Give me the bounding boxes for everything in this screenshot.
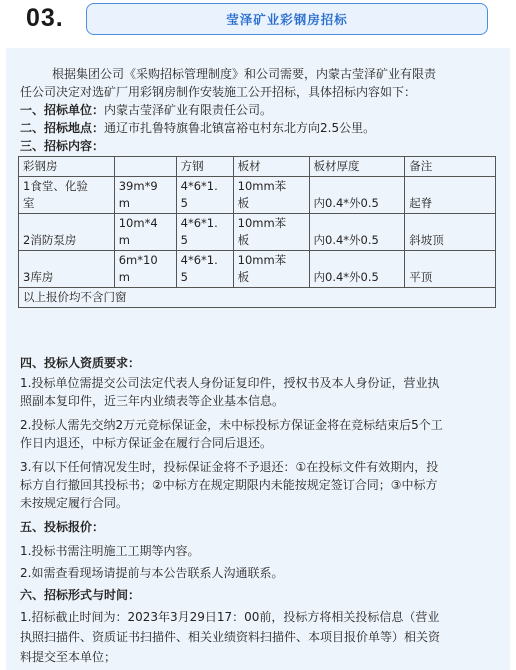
section-number: 03.	[26, 4, 64, 32]
section-header	[0, 0, 516, 40]
table-cell: 39m*9 m	[114, 177, 176, 214]
qualification-label: 四、投标人资质要求：	[20, 356, 141, 370]
table-cell: 10mm苯 板	[233, 214, 309, 251]
table-row	[19, 251, 496, 288]
section-title-pill	[86, 3, 488, 35]
table-cell: 起脊	[405, 177, 496, 214]
qualification-2b: 作日内退还，中标方保证金在履行合同后退还。	[20, 436, 273, 450]
spec-table	[18, 156, 496, 308]
content-panel	[6, 48, 510, 670]
intro-line-2: 任公司决定对选矿厂用彩钢房制作安装施工公开招标，具体招标内容如下：	[20, 85, 417, 99]
bid-unit-line	[20, 101, 272, 119]
bid-content-label: 三、招标内容：	[20, 139, 105, 153]
qualification-1a: 1.投标单位需提交公司法定代表人身份证复印件，授权书及本人身份证，营业执	[20, 376, 440, 390]
table-header-cell	[114, 157, 176, 177]
qualification-2a: 2.投标人需先交纳2万元竞标保证金，未中标投标方保证金将在竞标结束后5个工	[20, 418, 443, 432]
table-header-cell: 板材	[233, 157, 309, 177]
form-time-1c: 料提交至本单位；	[20, 650, 117, 664]
table-header-cell: 方钢	[176, 157, 233, 177]
table-header-cell: 板材厚度	[309, 157, 405, 177]
table-cell: 10m*4 m	[114, 214, 176, 251]
table-row	[19, 177, 496, 214]
table-cell: 内0.4*外0.5	[309, 251, 405, 288]
table-cell: 4*6*1. 5	[176, 214, 233, 251]
qualification-3a: 3.有以下任何情况发生时，投标保证金将不予退还：①在投标文件有效期内，投	[20, 460, 439, 474]
table-cell: 2消防泵房	[19, 214, 115, 251]
form-time-1b: 执照扫描件、资质证书扫描件、相关业绩资料扫描件、本项目报价单等）相关资	[20, 630, 441, 644]
form-time-1a: 1.招标截止时间为：2023年3月29日17：00前，投标方将相关投标信息（营业	[20, 610, 440, 624]
table-cell: 10mm苯 板	[233, 251, 309, 288]
bid-unit-label: 一、招标单位：	[20, 103, 105, 117]
table-cell: 内0.4*外0.5	[309, 214, 405, 251]
table-cell: 1食堂、化验 室	[19, 177, 115, 214]
qualification-3c: 未按规定履行合同。	[20, 496, 129, 510]
bid-location-line	[20, 119, 375, 137]
section-title: 莹泽矿业彩钢房招标	[226, 12, 348, 27]
table-header-cell: 备注	[405, 157, 496, 177]
table-cell: 内0.4*外0.5	[309, 177, 405, 214]
table-header-row	[19, 157, 496, 177]
qualification-1b: 照副本复印件，近三年内业绩表等企业基本信息。	[20, 394, 285, 408]
table-header-cell: 彩钢房	[19, 157, 115, 177]
table-cell: 3库房	[19, 251, 115, 288]
form-time-label: 六、招标形式与时间：	[20, 588, 141, 602]
qualification-3b: 标方自行撤回其投标书；②中标方在规定期限内未能按规定签订合同；③中标方	[20, 478, 438, 492]
quote-1: 1.投标书需注明施工工期等内容。	[20, 544, 200, 558]
bid-location-value: 通辽市扎鲁特旗鲁北镇富裕屯村东北方向2.5公里。	[104, 121, 376, 135]
intro-line-1: 根据集团公司《采购招标管理制度》和公司需要，内蒙古莹泽矿业有限责	[52, 67, 437, 81]
bid-location-label: 二、招标地点：	[20, 121, 105, 135]
table-cell: 平顶	[405, 251, 496, 288]
bid-unit-value: 内蒙古莹泽矿业有限责任公司。	[104, 103, 273, 117]
table-cell: 斜坡顶	[405, 214, 496, 251]
table-cell: 10mm苯 板	[233, 177, 309, 214]
quote-label: 五、投标报价：	[20, 520, 105, 534]
table-row	[19, 214, 496, 251]
table-cell: 6m*10 m	[114, 251, 176, 288]
table-footer-row	[19, 288, 496, 308]
table-footer-note: 以上报价均不含门窗	[19, 288, 496, 308]
quote-2: 2.如需查看现场请提前与本公告联系人沟通联系。	[20, 566, 284, 580]
table-cell: 4*6*1. 5	[176, 251, 233, 288]
table-cell: 4*6*1. 5	[176, 177, 233, 214]
